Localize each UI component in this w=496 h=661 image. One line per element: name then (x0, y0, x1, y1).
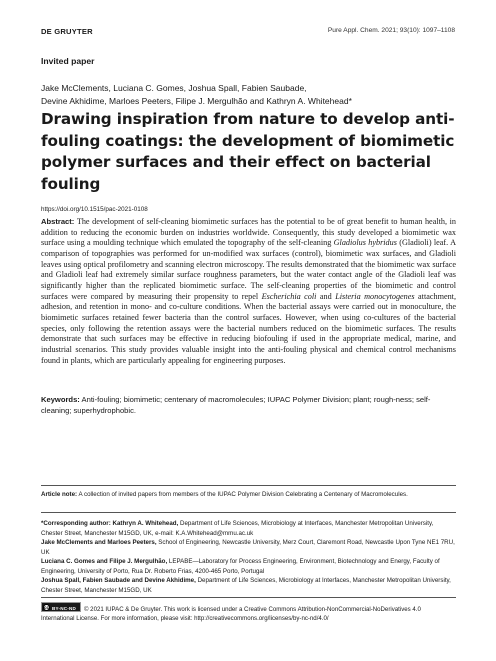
article-note (41, 490, 456, 499)
cc-license-badge-icon[interactable]: cc BY-NC-ND (41, 602, 81, 612)
affiliation-authors: Joshua Spall, Fabien Saubade and Devine Akhidime, (41, 577, 196, 584)
species-name: Escherichia coli (261, 291, 317, 301)
affiliation-text: Department of Life Sciences, Microbiology at Interfaces, Manchester Metropolitan University, Chester Street, Manchester M15GD, UK (41, 577, 451, 594)
affiliation-authors: *Corresponding author: Kathryn A. Whitehead, (41, 520, 179, 527)
divider (41, 485, 456, 486)
paper-type-label: Invited paper (41, 56, 95, 66)
running-header (41, 27, 455, 39)
affiliation-entry (41, 576, 456, 595)
article-note-label: Article note: (41, 491, 78, 498)
keywords (41, 395, 456, 417)
abstract-label: Abstract: (41, 217, 75, 226)
affiliation-authors: Luciana C. Gomes and Filipe J. Mergulhão, (41, 558, 168, 565)
author-line: Devine Akhidime, Marloes Peeters, Filipe J. Mergulhão and Kathryn A. Whitehead* (41, 96, 352, 106)
species-name: Listeria monocytogenes (335, 291, 415, 301)
article-note-text: A collection of invited papers from members of the IUPAC Polymer Division Celebrating a Centenary of Macromolecules. (78, 491, 408, 498)
divider (41, 512, 456, 513)
paper-title: Drawing inspiration from nature to develop anti-fouling coatings: the development of biomimetic polymer surfaces and their effect on bacterial fouling (41, 110, 455, 193)
species-name: Gladiolus hybridus (333, 238, 397, 248)
affiliation-entry (41, 557, 456, 576)
affiliation-entry (41, 538, 456, 557)
abstract (41, 217, 456, 366)
affiliation-text: LEPABE—Laboratory for Process Engineering, Environment, Biotechnology and Energy, Faculty of Engineering, University of Porto, Rua Dr. Roberto Frias, 4200-465 Porto, Portugal (41, 558, 440, 575)
author-list (41, 82, 461, 108)
license-notice (41, 602, 456, 624)
doi-link[interactable]: https://doi.org/10.1515/pac-2021-0108 (41, 206, 148, 213)
affiliation-text: School of Engineering, Newcastle University, Merz Court, Claremont Road, Newcastle Upon Tyne NE1 7RU, UK (41, 539, 455, 556)
journal-citation: Pure Appl. Chem. 2021; 93(10): 1097–1108 (327, 27, 455, 34)
affiliation-entry (41, 519, 456, 538)
abstract-text: attachment, adhesion, and retention in mono- and co-culture conditions. When the bacterial assays were carried out in monoculture, the biomimetic surfaces retained fewer bacteria than the control surfaces. However, when using co-cultures of the bacterial species, only following the retention assays were the bacterial numbers reduced on the biomimetic surfaces. The results demonstrate that such surfaces may be effective in reducing biofouling if used in the appropriate medical, marine, and industrial scenarios. This study provides valuable insight into the anti-fouling physical and chemical control mechanisms found in plants, which are particularly appealing for engineering purposes. (41, 291, 457, 365)
abstract-text: The development of self-cleaning biomimetic surfaces has the potential to be of great benefit to human health, in addition to reducing the economic burden on industries worldwide. Consequently, this study developed a biomimetic wax surface using a moulding technique which emulated the topography of the self-cleaning (41, 217, 456, 248)
affiliation-authors: Jake McClements and Marloes Peeters, (41, 539, 157, 546)
keywords-label: Keywords: (41, 395, 80, 404)
abstract-text: (Gladioli) leaf. A comparison of topographies was performed for un-modified wax surfaces (control), biomimetic wax surfaces, and Gladioli leaves using optical profilometry and scanning electron microscopy. The results demonstrated that the biomimetic wax surface and Gladioli leaf had extremely similar surface roughness parameters, but the water contact angle of the Gladioli leaf was significantly higher than the replicated biomimetic surface. The self-cleaning properties of the biomimetic and control surfaces were compared by measuring their propensity to repel (41, 238, 456, 301)
affiliations (41, 519, 456, 595)
affiliation-text: Department of Life Sciences, Microbiology at Interfaces, Manchester Metropolitan University, Chester Street, Manchester M15GD, UK, e-mail: K.A.Whitehead@mmu.ac.uk (41, 520, 434, 537)
divider (41, 597, 456, 598)
publisher-name: DE GRUYTER (41, 27, 93, 36)
abstract-text: and (316, 291, 336, 301)
license-text: © 2021 IUPAC & De Gruyter. This work is licensed under a Creative Commons Attribution-NonCommercial-NoDerivatives 4.0 International License. For more information, please visit: http://creativecommons.org/licenses/by-nc-nd/4.0/ (41, 606, 421, 623)
author-line: Jake McClements, Luciana C. Gomes, Joshua Spall, Fabien Saubade, (41, 83, 307, 93)
keywords-text: Anti-fouling; biomimetic; centenary of macromolecules; IUPAC Polymer Division; plant; rough-ness; self-cleaning; superhydrophobic. (41, 395, 431, 415)
